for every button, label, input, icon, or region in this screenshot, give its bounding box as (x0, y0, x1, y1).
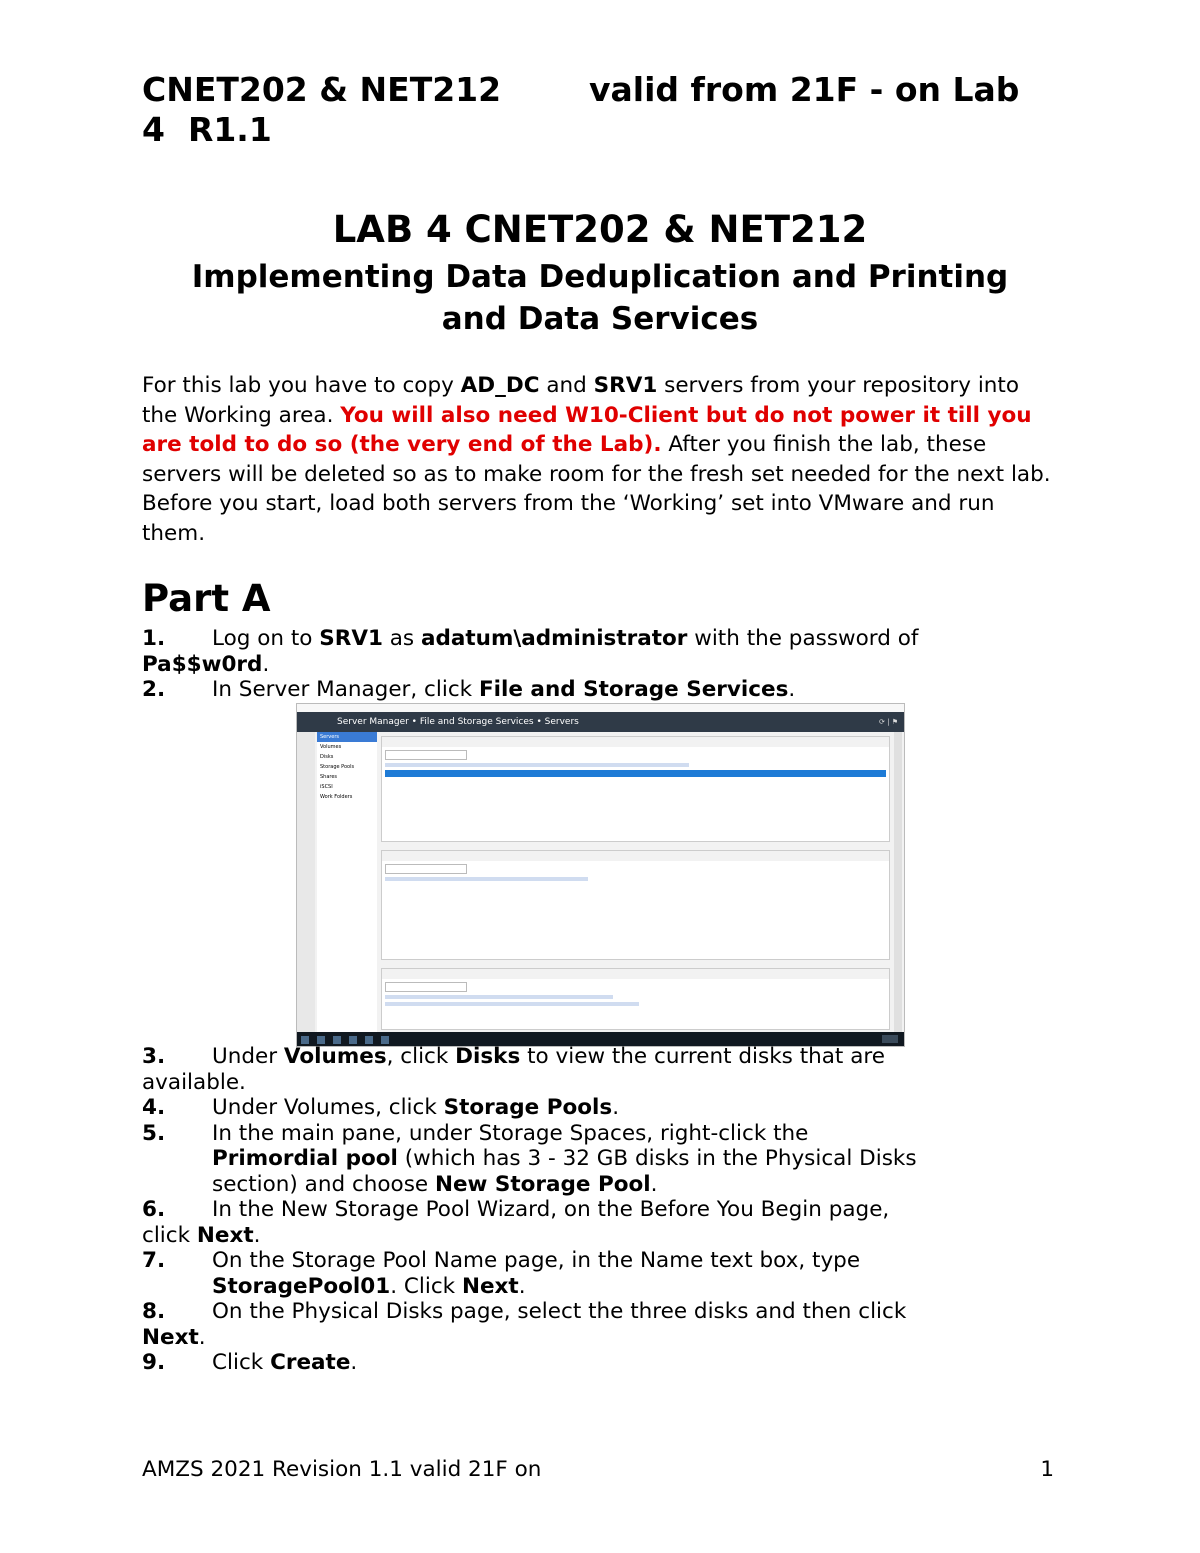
steps-block-2 (142, 1044, 1057, 1376)
page-title: LAB 4 CNET202 & NET212 (332, 208, 868, 251)
server-manager-screenshot (296, 703, 905, 1047)
screenshot-panel-servers (381, 736, 890, 842)
subtitle-line-1: Implementing Data Deduplication and Printing (191, 259, 1009, 295)
screenshot-nav-servers: Servers (317, 732, 377, 742)
screenshot-nav-volumes: Volumes (320, 744, 342, 750)
screenshot-titlebar (297, 704, 904, 712)
step-8: 8. On the Physical Disks page, select the three disks and then click Next. (142, 1299, 907, 1350)
page-subtitle (0, 256, 1200, 340)
step-6: 6. In the New Storage Pool Wizard, on the Before You Begin page, click Next. (142, 1197, 890, 1248)
warning-text: You will also need W10-Client but do not power it till you are told to do so (the very end of the Lab). (142, 402, 1032, 457)
screenshot-appbar (297, 712, 904, 732)
header-course: CNET202 & NET212 (142, 70, 502, 109)
running-header (142, 70, 1062, 149)
screenshot-panel-volumes (381, 850, 890, 960)
intro-paragraph-2: Before you start, load both servers from the ‘Working’ set into VMware and run them. (142, 491, 995, 546)
step-5: 5. In the main pane, under Storage Spaces, right-click the Primordial pool (which has 3 - 32 GB disks in the Physical Disks section) and choose New Storage Pool. (142, 1120, 917, 1197)
header-line2: 4 R1.1 (142, 110, 272, 149)
step-1: 1. Log on to SRV1 as adatum\administrator with the password of Pa$$w0rd. (142, 626, 919, 677)
screenshot-nav-shares: Shares (320, 774, 338, 780)
screenshot-breadcrumb: Server Manager • File and Storage Services • Servers (337, 717, 579, 727)
step-3: 3. Under Volumes, click Disks to view the current disks that are available. (142, 1044, 885, 1095)
subtitle-line-2: and Data Services (441, 301, 759, 337)
screenshot-nav-iscsi: iSCSI (320, 784, 333, 790)
screenshot-left-rail (297, 732, 315, 1032)
step-4: 4. Under Volumes, click Storage Pools. (142, 1095, 620, 1120)
intro-paragraph-1: For this lab you have to copy AD_DC and SRV1 servers from your repository into the Working area. You will also need W10-Client but do not power it till you are told to do so (the very end of the Lab). After you finish the lab, these servers will be deleted so as to make room for the fresh set needed for the next lab. (142, 373, 1051, 487)
header-valid: valid from 21F - on Lab (589, 70, 1020, 109)
page-footer (142, 1456, 1054, 1484)
page-number: 1 (1040, 1457, 1054, 1482)
screenshot-selected-row (385, 770, 886, 777)
screenshot-nav-storage-pools: Storage Pools (320, 764, 355, 770)
section-heading: Part A (142, 577, 271, 620)
screenshot-nav (317, 732, 377, 1032)
screenshot-scrollbar (894, 732, 902, 1032)
step-7: 7. On the Storage Pool Name page, in the Name text box, type StoragePool01. Click Next. (142, 1248, 861, 1299)
screenshot-panel-disks (381, 968, 890, 1030)
screenshot-nav-disks: Disks (320, 754, 334, 760)
step-9: 9. Click Create. (142, 1350, 358, 1375)
step-2: 2. In Server Manager, click File and Storage Services. (142, 677, 796, 702)
screenshot-toolbar: ⟳ | ⚑ (879, 718, 898, 726)
screenshot-main (381, 732, 890, 1032)
steps-block-1 (142, 626, 1057, 703)
intro-text (142, 371, 1057, 548)
screenshot-nav-work-folders: Work Folders (320, 794, 353, 800)
footer-text: AMZS 2021 Revision 1.1 valid 21F on (142, 1457, 542, 1482)
